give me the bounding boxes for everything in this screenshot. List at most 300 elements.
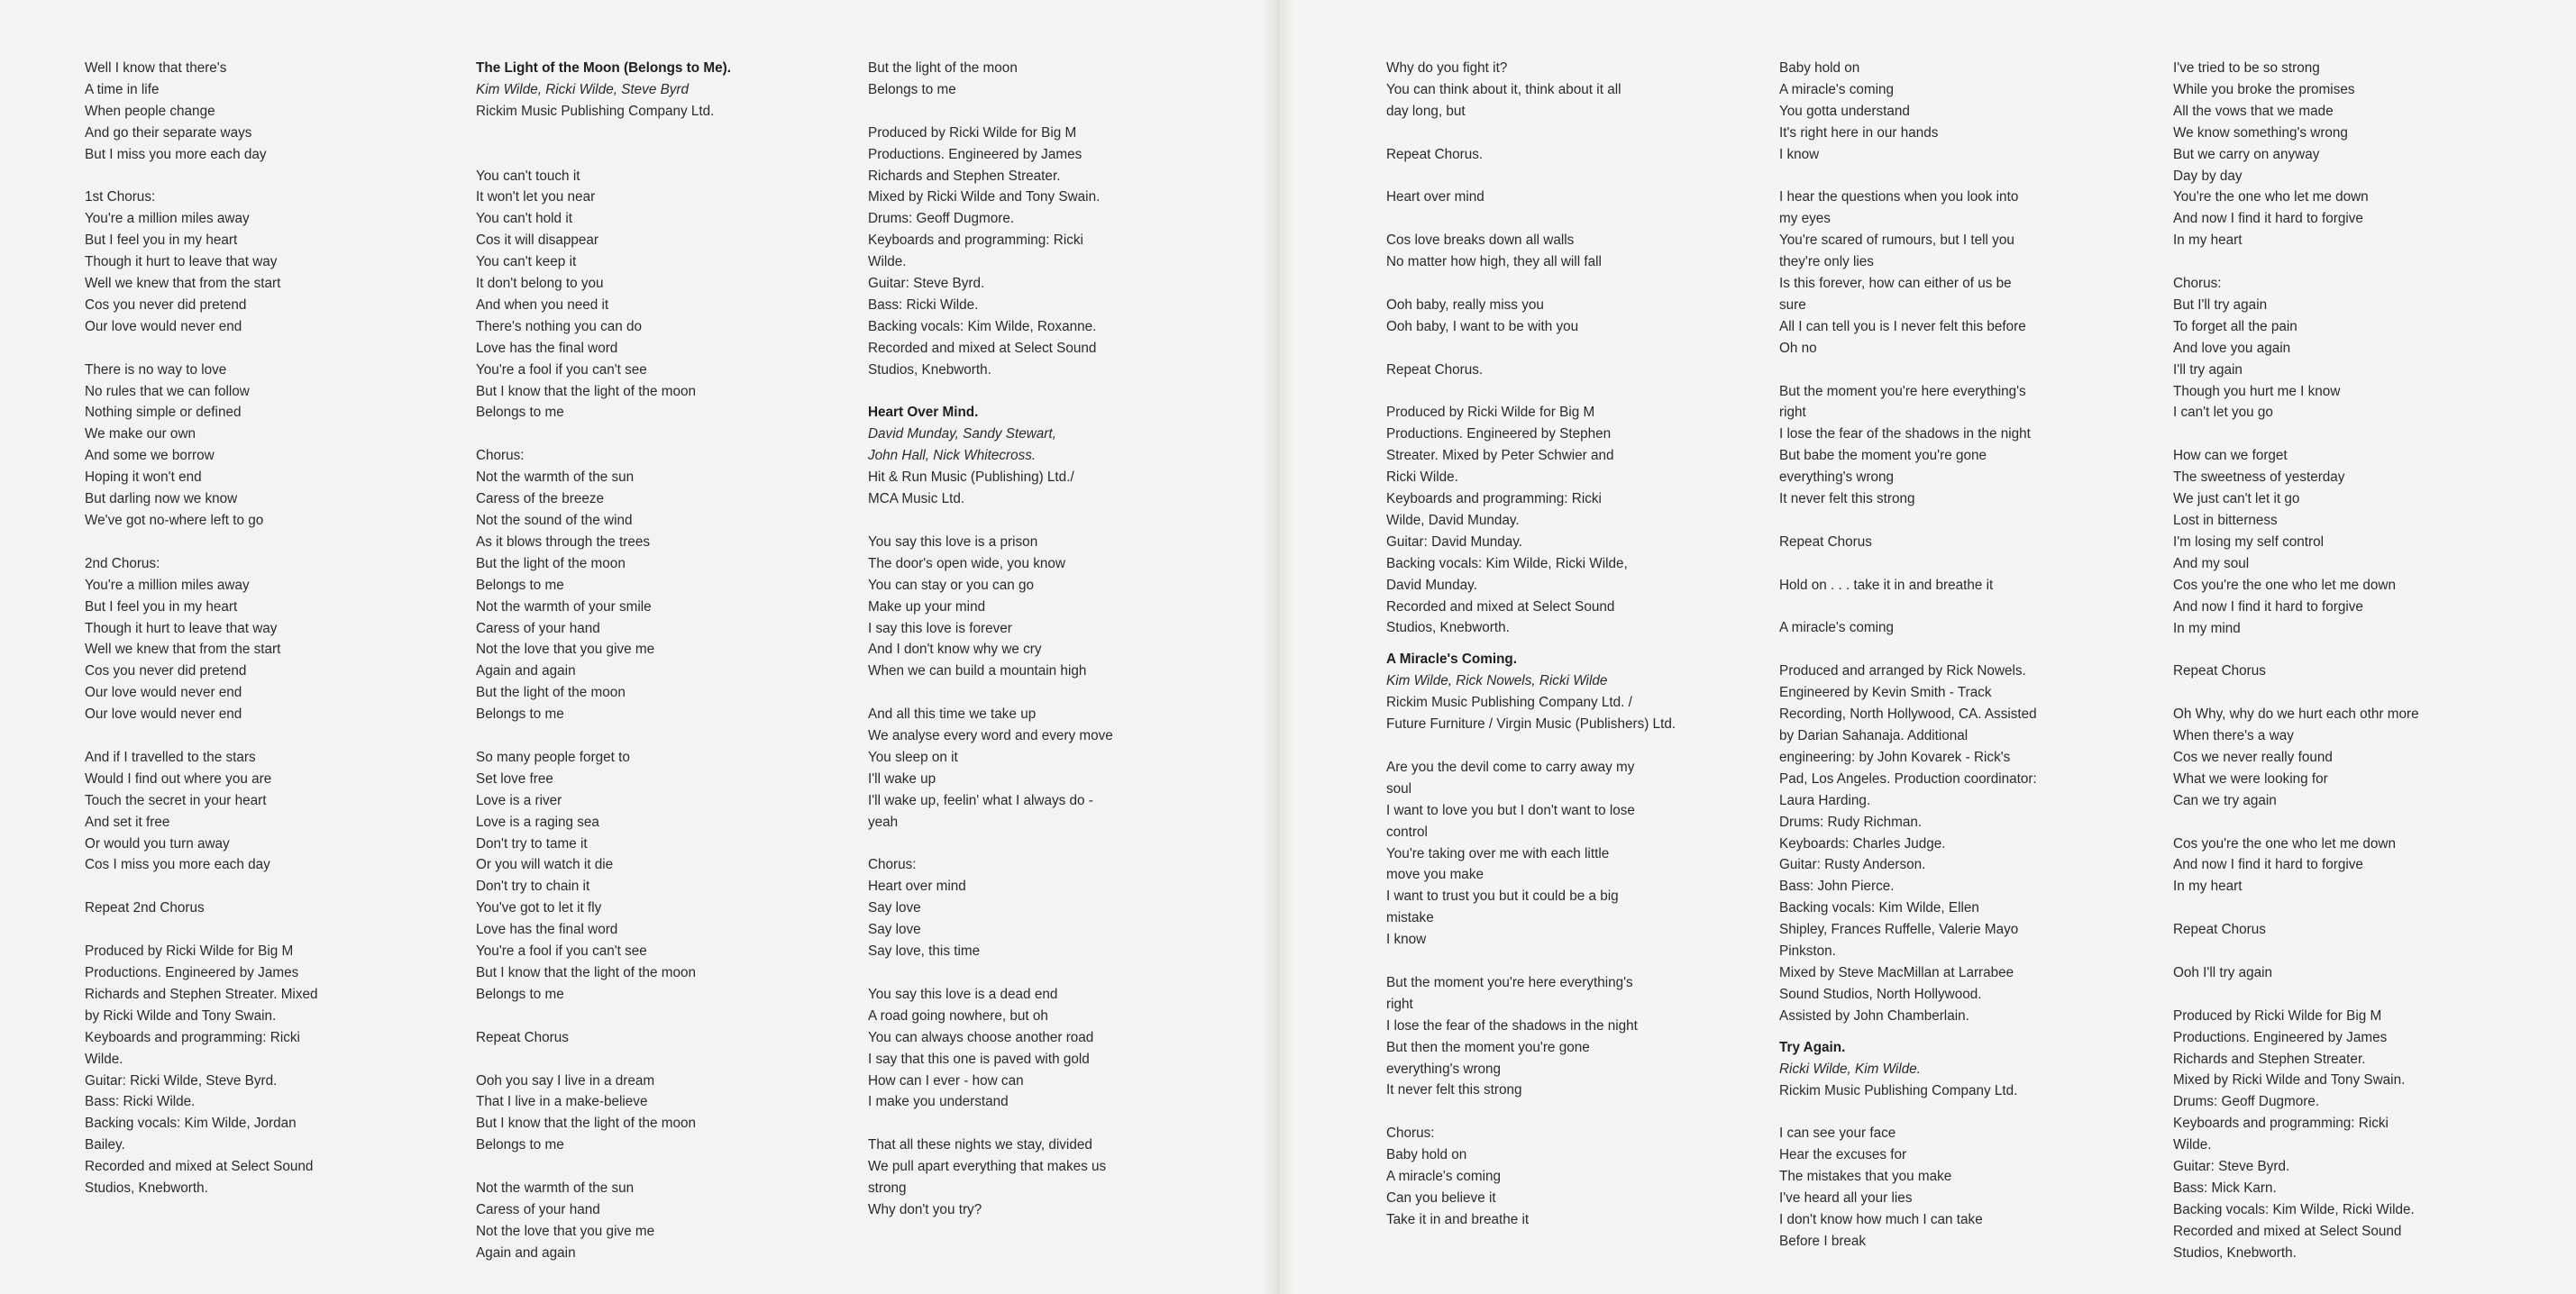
stanza-gap <box>476 424 827 445</box>
text-line: Recorded and mixed at Select Sound <box>1386 598 1615 615</box>
text-line: Repeat Chorus. <box>1386 361 1484 378</box>
text-line: Our love would never end <box>85 706 242 723</box>
text-line: No rules that we can follow <box>85 383 250 399</box>
text-line: Ooh baby, I want to be with you <box>1386 318 1579 334</box>
text-line: Though you hurt me I know <box>2173 383 2341 399</box>
text-line: Not the warmth of the sun <box>476 469 635 486</box>
text-line: Love has the final word <box>476 922 618 938</box>
publisher-credit <box>868 467 1219 510</box>
song-title: Heart Over Mind. <box>868 405 979 421</box>
text-line: Love is a river <box>476 792 562 808</box>
text-line: Chorus: <box>868 857 917 873</box>
text-line: And all this time we take up <box>868 706 1037 723</box>
stanza-gap <box>1779 510 2131 532</box>
text-line: Again and again <box>476 663 576 679</box>
text-line: I want to love you but I don't want to lose <box>1386 802 1635 818</box>
lyrics-block <box>1779 1123 2131 1252</box>
text-line: Well we knew that from the start <box>85 642 281 658</box>
text-line: Produced by Ricki Wilde for Big M <box>868 124 1077 141</box>
text-line: Backing vocals: Kim Wilde, Jordan <box>85 1116 297 1132</box>
text-line: Keyboards and programming: Ricki <box>2173 1116 2389 1132</box>
text-line: Bass: Ricki Wilde. <box>868 296 979 313</box>
text-line: Cos you're the one who let me down <box>2173 577 2396 593</box>
text-line: Why don't you try? <box>868 1201 982 1217</box>
text-line: You're a fool if you can't see <box>476 943 647 960</box>
stanza-gap <box>2173 898 2525 919</box>
songwriter-credits <box>868 424 1219 467</box>
text-line: No matter how high, they all will fall <box>1386 254 1602 270</box>
stanza-gap <box>85 166 436 187</box>
stanza-gap <box>2173 682 2525 704</box>
text-line: But I know that the light of the moon <box>476 965 697 980</box>
text-line: Our love would never end <box>85 318 242 334</box>
text-line: Belongs to me <box>868 81 956 97</box>
text-line: I hear the questions when you look into <box>1779 189 2019 205</box>
text-line: Drums: Geoff Dugmore. <box>2173 1094 2320 1110</box>
stanza-gap <box>1386 273 1738 295</box>
text-line: Not the sound of the wind <box>476 512 633 528</box>
text-line: I know <box>1386 932 1427 948</box>
text-line: Chorus: <box>2173 276 2222 292</box>
text-line: We just can't let it go <box>2173 491 2300 507</box>
stanza-gap <box>85 919 436 941</box>
text-line: I want to trust you but it could be a big <box>1386 888 1619 905</box>
text-line: Day by day <box>2173 168 2243 184</box>
lyrics-block <box>2173 58 2525 1264</box>
text-line: Guitar: David Munday. <box>1386 533 1523 550</box>
text-line: Bailey. <box>85 1137 125 1153</box>
text-line: You can think about it, think about it all <box>1386 81 1621 97</box>
text-line: Caress of the breeze <box>476 491 604 507</box>
text-line: When people change <box>85 103 215 119</box>
text-line: Mixed by Ricki Wilde and Tony Swain. <box>868 189 1101 205</box>
songwriter-credits: Kim Wilde, Ricki Wilde, Steve Byrd <box>476 81 690 97</box>
text-line: by Darian Sahanaja. Additional <box>1779 728 1969 743</box>
text-line: Well we knew that from the start <box>85 276 281 292</box>
lyrics-column-3 <box>868 58 1219 1221</box>
text-line: Productions. Engineered by James <box>85 964 299 980</box>
text-line: Backing vocals: Kim Wilde, Roxanne. <box>868 318 1097 334</box>
text-line: Produced by Ricki Wilde for Big M <box>2173 1007 2382 1024</box>
text-line: Rickim Music Publishing Company Ltd. / <box>1386 695 1632 711</box>
text-line: Why do you fight it? <box>1386 60 1508 76</box>
text-line: But the moment you're here everything's <box>1779 383 2026 399</box>
text-line: You can't keep it <box>476 254 577 270</box>
text-line: I lose the fear of the shadows in the night <box>1386 1017 1638 1034</box>
text-line: Wilde, David Munday. <box>1386 512 1520 528</box>
stanza-gap <box>1779 166 2131 187</box>
text-line: The mistakes that you make <box>1779 1169 1952 1185</box>
stanza-gap <box>2173 639 2525 661</box>
text-line: I make you understand <box>868 1094 1009 1110</box>
text-line: Again and again <box>476 1244 576 1261</box>
text-line: But the light of the moon <box>868 60 1018 76</box>
text-line: Studios, Knebworth. <box>868 361 991 378</box>
text-line: Is this forever, how can either of us be <box>1779 276 2012 292</box>
text-line: Produced by Ricki Wilde for Big M <box>1386 405 1595 421</box>
lyrics-column-4 <box>1386 58 1738 1231</box>
lyrics-block <box>868 532 1219 1221</box>
stanza-gap <box>2173 251 2525 273</box>
text-line: I've tried to be so strong <box>2173 60 2320 76</box>
text-line: Chorus: <box>476 448 525 464</box>
text-line: Though it hurt to leave that way <box>85 254 278 270</box>
text-line: A road going nowhere, but oh <box>868 1007 1048 1024</box>
text-line: It never felt this strong <box>1386 1082 1522 1098</box>
text-line: You're the one who let me down <box>2173 189 2369 205</box>
text-line: You're a million miles away <box>85 577 250 593</box>
text-line: day long, but <box>1386 103 1466 119</box>
publisher-credit <box>1386 692 1738 735</box>
text-line: Wilde. <box>868 254 907 270</box>
text-line: But then the moment you're gone <box>1386 1039 1590 1055</box>
text-line: Our love would never end <box>85 685 242 701</box>
text-line: Cos you're the one who let me down <box>2173 835 2396 852</box>
text-line: Say love <box>868 900 921 916</box>
text-line: Touch the secret in your heart <box>85 792 267 808</box>
text-line: engineering: by John Kovarek - Rick's <box>1779 749 2011 765</box>
stanza-gap <box>1386 123 1738 144</box>
text-line: Hit & Run Music (Publishing) Ltd./ <box>868 469 1074 486</box>
text-line: The door's open wide, you know <box>868 555 1065 571</box>
text-line: Belongs to me <box>476 706 564 723</box>
stanza-gap <box>2173 424 2525 445</box>
text-line: Cos it will disappear <box>476 232 599 249</box>
text-line: Belongs to me <box>476 1137 564 1153</box>
text-line: But I feel you in my heart <box>85 232 238 249</box>
text-line: Oh no <box>1779 340 1817 356</box>
text-line: Don't try to tame it <box>476 835 588 852</box>
text-line: And some we borrow <box>85 448 215 464</box>
text-line: Recorded and mixed at Select Sound <box>85 1159 314 1175</box>
text-line: You can't touch it <box>476 168 580 184</box>
text-line: It's right here in our hands <box>1779 124 1939 141</box>
text-line: Recording, North Hollywood, CA. Assisted <box>1779 706 2037 723</box>
text-line: A miracle's coming <box>1779 620 1895 636</box>
text-line: Repeat Chorus <box>2173 922 2266 938</box>
text-line: As it blows through the trees <box>476 533 651 550</box>
text-line: they're only lies <box>1779 254 1874 270</box>
text-line: Don't try to chain it <box>476 879 590 895</box>
text-line: Produced and arranged by Rick Nowels. <box>1779 663 2026 679</box>
text-line: But I know that the light of the moon <box>476 383 697 399</box>
text-line: everything's wrong <box>1779 469 1895 486</box>
stanza-gap <box>1386 1101 1738 1123</box>
lyrics-block <box>1779 58 2131 1027</box>
text-line: I say this love is forever <box>868 620 1012 636</box>
stanza-gap <box>1779 553 2131 575</box>
text-line: Cos you never did pretend <box>85 663 247 679</box>
text-line: But I feel you in my heart <box>85 598 238 615</box>
text-line: Caress of your hand <box>476 620 600 636</box>
text-line: by Ricki Wilde and Tony Swain. <box>85 1007 277 1024</box>
text-line: Recorded and mixed at Select Sound <box>868 340 1097 356</box>
text-line: Keyboards and programming: Ricki <box>85 1029 300 1045</box>
text-line: And I don't know why we cry <box>868 642 1042 658</box>
text-line: I don't know how much I can take <box>1779 1211 1983 1227</box>
text-line: Belongs to me <box>476 577 564 593</box>
stanza-gap <box>1779 360 2131 381</box>
text-line: everything's wrong <box>1386 1061 1502 1077</box>
text-line: Future Furniture / Virgin Music (Publishers) Ltd. <box>1386 716 1676 733</box>
text-line: Guitar: Ricki Wilde, Steve Byrd. <box>85 1072 278 1089</box>
song-title: The Light of the Moon (Belongs to Me). <box>476 60 731 76</box>
text-line: Nothing simple or defined <box>85 405 242 421</box>
text-line: Say love <box>868 922 921 938</box>
stanza-gap <box>85 338 436 360</box>
song-title: Try Again. <box>1779 1039 1846 1055</box>
text-line: The sweetness of yesterday <box>2173 469 2345 486</box>
text-line: Baby hold on <box>1779 60 1860 76</box>
text-line: right <box>1386 996 1413 1012</box>
text-line: 2nd Chorus: <box>85 555 160 571</box>
text-line: Oh Why, why do we hurt each othr more <box>2173 706 2419 723</box>
text-line: Not the love that you give me <box>476 642 655 658</box>
text-line: Studios, Knebworth. <box>1386 620 1510 636</box>
stanza-gap <box>2173 941 2525 962</box>
text-line: I can't let you go <box>2173 405 2273 421</box>
text-line: Ooh you say I live in a dream <box>476 1072 655 1089</box>
text-line: Laura Harding. <box>1779 792 1871 808</box>
text-line: Productions. Engineered by Stephen <box>1386 426 1612 442</box>
text-line: Wilde. <box>85 1051 123 1067</box>
text-line: It never felt this strong <box>1779 491 1915 507</box>
text-line: Belongs to me <box>476 986 564 1002</box>
text-line: Sound Studios, North Hollywood. <box>1779 986 1982 1002</box>
text-line: That I live in a make-believe <box>476 1094 648 1110</box>
stanza-gap <box>85 532 436 553</box>
text-line: But we carry on anyway <box>2173 146 2320 162</box>
stanza-gap <box>476 144 827 166</box>
lyrics-column-6 <box>2173 58 2525 1264</box>
stanza-gap <box>85 725 436 747</box>
text-line: sure <box>1779 296 1806 313</box>
text-line: Guitar: Rusty Anderson. <box>1779 857 1926 873</box>
text-line: Ooh I'll try again <box>2173 964 2273 980</box>
text-line: Mixed by Ricki Wilde and Tony Swain. <box>2173 1072 2406 1089</box>
text-line: Or would you turn away <box>85 835 230 852</box>
text-line: I'll wake up, feelin' what I always do - <box>868 792 1093 808</box>
text-line: I know <box>1779 146 1820 162</box>
text-line: How can I ever - how can <box>868 1072 1024 1089</box>
text-line: Richards and Stephen Streater. <box>2173 1051 2366 1067</box>
text-line: A miracle's coming <box>1779 81 1895 97</box>
text-line: Heart over mind <box>1386 189 1484 205</box>
text-line: We analyse every word and every move <box>868 728 1113 744</box>
text-line: Productions. Engineered by James <box>868 146 1082 162</box>
text-line: Guitar: Steve Byrd. <box>2173 1159 2290 1175</box>
text-line: When we can build a mountain high <box>868 663 1087 679</box>
text-line: Bass: Mick Karn. <box>2173 1180 2277 1196</box>
text-line: Caress of your hand <box>476 1201 600 1217</box>
text-line: When there's a way <box>2173 728 2294 744</box>
text-line: While you broke the promises <box>2173 81 2355 97</box>
lyrics-block <box>476 123 827 1264</box>
text-line: But the light of the moon <box>476 555 626 571</box>
stanza-gap <box>476 123 827 144</box>
text-line: MCA Music Ltd. <box>868 491 965 507</box>
text-line: Recorded and mixed at Select Sound <box>2173 1223 2402 1239</box>
text-line: To forget all the pain <box>2173 318 2297 334</box>
text-line: A time in life <box>85 81 160 97</box>
text-line: I've heard all your lies <box>1779 1190 1913 1207</box>
text-line: Not the love that you give me <box>476 1223 655 1239</box>
text-line: Love has the final word <box>476 340 618 356</box>
text-line: It don't belong to you <box>476 276 604 292</box>
text-line: So many people forget to <box>476 749 630 765</box>
text-line: But I know that the light of the moon <box>476 1116 697 1132</box>
text-line: Richards and Stephen Streater. Mixed <box>85 986 318 1002</box>
stanza-gap <box>85 876 436 898</box>
text-line: All I can tell you is I never felt this before <box>1779 318 2026 334</box>
lyrics-block <box>85 58 436 1199</box>
text-line: And now I find it hard to forgive <box>2173 598 2363 615</box>
text-line: Shipley, Frances Ruffelle, Valerie Mayo <box>1779 922 2019 938</box>
text-line: In my heart <box>2173 232 2243 249</box>
text-line: We've got no-where left to go <box>85 513 264 528</box>
text-line: Hoping it won't end <box>85 469 202 486</box>
text-line: Make up your mind <box>868 598 986 615</box>
stanza-gap <box>476 725 827 747</box>
text-line: I'll try again <box>2173 361 2243 378</box>
text-line: strong <box>868 1180 907 1197</box>
text-line: Would I find out where you are <box>85 770 272 787</box>
text-line: Hear the excuses for <box>1779 1147 1907 1163</box>
page-gutter <box>1262 0 1294 1294</box>
text-line: Repeat Chorus <box>1779 533 1872 550</box>
text-line: You can't hold it <box>476 211 572 227</box>
text-line: Pinkston. <box>1779 943 1836 960</box>
text-line: Repeat Chorus <box>476 1029 569 1045</box>
lyrics-block <box>1386 58 1738 639</box>
text-line: And go their separate ways <box>85 124 252 141</box>
stanza-gap <box>868 962 1219 984</box>
text-line: Set love free <box>476 770 553 787</box>
stanza-gap <box>1386 951 1738 972</box>
text-line: You're a million miles away <box>85 211 250 227</box>
text-line: Backing vocals: Kim Wilde, Ricki Wilde. <box>2173 1201 2415 1217</box>
text-line: You can stay or you can go <box>868 577 1034 593</box>
text-line: You say this love is a prison <box>868 533 1038 550</box>
stanza-gap <box>476 1006 827 1027</box>
text-line: You sleep on it <box>868 749 958 765</box>
text-line: What we were looking for <box>2173 770 2328 787</box>
text-line: mistake <box>1386 910 1434 926</box>
text-line: Belongs to me <box>476 405 564 421</box>
text-line: Cos love breaks down all walls <box>1386 232 1575 249</box>
stanza-gap <box>1386 381 1738 403</box>
text-line: All the vows that we made <box>2173 103 2334 119</box>
text-line: And now I find it hard to forgive <box>2173 857 2363 873</box>
stanza-gap <box>1779 597 2131 618</box>
text-line: Chorus: <box>1386 1125 1435 1142</box>
text-line: Or you will watch it die <box>476 857 614 873</box>
text-line: Cos you never did pretend <box>85 296 247 313</box>
stanza-gap <box>476 1156 827 1178</box>
lyrics-block <box>1386 757 1738 1231</box>
songwriter-credits: Ricki Wilde, Kim Wilde. <box>1779 1061 1921 1077</box>
stanza-gap <box>1386 338 1738 360</box>
stanza-gap <box>868 834 1219 855</box>
text-line: There's nothing you can do <box>476 318 643 334</box>
text-line: Take it in and breathe it <box>1386 1211 1530 1227</box>
stanza-gap <box>868 101 1219 123</box>
text-line: I lose the fear of the shadows in the night <box>1779 426 2031 442</box>
publisher-credit: Rickim Music Publishing Company Ltd. <box>1779 1082 2018 1098</box>
stanza-gap <box>868 682 1219 704</box>
text-line: Though it hurt to leave that way <box>85 620 278 636</box>
text-line: Backing vocals: Kim Wilde, Ellen <box>1779 900 1979 916</box>
text-line: You say this love is a dead end <box>868 986 1058 1002</box>
text-line: It won't let you near <box>476 189 596 205</box>
text-line: Streater. Mixed by Peter Schwier and <box>1386 448 1614 464</box>
text-line: Ricki Wilde. <box>1386 469 1458 486</box>
lyrics-column-2 <box>476 58 827 1264</box>
text-line: Cos we never really found <box>2173 749 2333 765</box>
text-line: Ooh baby, really miss you <box>1386 296 1544 313</box>
text-line: Drums: Geoff Dugmore. <box>868 211 1015 227</box>
text-line: 1st Chorus: <box>85 189 156 205</box>
text-line: Hold on . . . take it in and breathe it <box>1779 577 1994 593</box>
text-line: Assisted by John Chamberlain. <box>1779 1007 1969 1024</box>
text-line: In my mind <box>2173 620 2241 636</box>
text-line: Bass: Ricki Wilde. <box>85 1094 196 1110</box>
text-line: Keyboards and programming: Ricki <box>868 232 1083 249</box>
text-line: We pull apart everything that makes us <box>868 1159 1107 1175</box>
text-line: But I miss you more each day <box>85 146 267 162</box>
text-line: Studios, Knebworth. <box>85 1180 208 1197</box>
text-line: move you make <box>1386 867 1484 883</box>
text-line: I'm losing my self control <box>2173 533 2324 550</box>
text-line: Love is a raging sea <box>476 814 599 830</box>
stanza-gap <box>1386 166 1738 187</box>
text-line: Cos I miss you more each day <box>85 857 270 873</box>
text-line: Can you believe it <box>1386 1189 1496 1206</box>
text-line: I'll wake up <box>868 770 936 787</box>
text-line: Bass: John Pierce. <box>1779 879 1895 895</box>
lyrics-column-5 <box>1779 58 2131 1253</box>
stanza-gap <box>2173 812 2525 834</box>
text-line: But the light of the moon <box>476 685 626 701</box>
text-line: You're a fool if you can't see <box>476 361 647 378</box>
lyrics-block <box>868 58 1219 381</box>
text-line: There is no way to love <box>85 361 227 378</box>
text-line: Not the warmth of your smile <box>476 598 652 615</box>
text-line: You can always choose another road <box>868 1029 1094 1045</box>
text-line: my eyes <box>1779 211 1831 227</box>
text-line: We make our own <box>85 426 196 442</box>
text-line: Repeat Chorus <box>2173 663 2266 679</box>
text-line: And love you again <box>2173 340 2291 356</box>
text-line: Before I break <box>1779 1233 1867 1249</box>
text-line: right <box>1779 405 1806 421</box>
songwriter-credits: Kim Wilde, Rick Nowels, Ricki Wilde <box>1386 673 1608 689</box>
text-line: And set it free <box>85 814 170 830</box>
text-line: You're taking over me with each little <box>1386 845 1610 861</box>
text-line: Baby hold on <box>1386 1147 1467 1163</box>
text-line: You gotta understand <box>1779 103 1910 119</box>
stanza-gap <box>2173 984 2525 1006</box>
text-line: control <box>1386 824 1428 840</box>
text-line: Backing vocals: Kim Wilde, Ricki Wilde, <box>1386 555 1628 571</box>
text-line: I can see your face <box>1779 1125 1896 1142</box>
text-line: Repeat Chorus. <box>1386 146 1484 162</box>
text-line: Heart over mind <box>868 879 966 895</box>
text-line: That all these nights we stay, divided <box>868 1137 1092 1153</box>
text-line: Pad, Los Angeles. Production coordinator: <box>1779 770 2037 787</box>
text-line: Keyboards and programming: Ricki <box>1386 491 1602 507</box>
text-line: Well I know that there's <box>85 60 227 76</box>
